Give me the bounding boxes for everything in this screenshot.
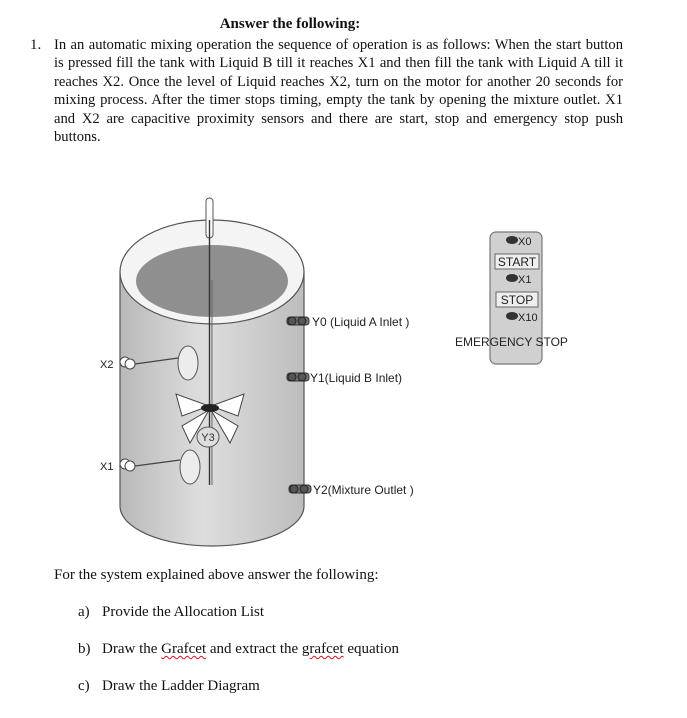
x2-level-paddle [178,346,198,380]
task-a [78,604,264,621]
question-text: In an automatic mixing operation the sequence of operation is as follows: When the start button is pressed fill the tank with Liquid B till it reaches X1 and then fill the tank with Liquid A till it reaches X2. Once the level of Liquid reaches X2, turn on the motor for another 20 seconds for mixing process. After the timer stops timing, empty the tank by opening the mixture outlet. X1 and X2 are capacitive proximity sensors and there are start, stop and emergency stop push buttons. [54,37,623,146]
svg-text:X2: X2 [100,359,114,371]
valve-y2 [289,483,414,497]
svg-text:START: START [497,255,537,269]
task-text: Draw the Ladder Diagram [102,678,260,694]
task-c [78,678,260,695]
svg-text:Y3: Y3 [201,432,215,444]
svg-text:X0: X0 [518,236,532,248]
svg-text:EMERGENCY STOP: EMERGENCY STOP [455,335,568,349]
task-text: and extract the [206,641,302,657]
task-b [78,641,399,658]
task-label: b) [78,641,91,657]
control-panel [455,232,568,364]
mixing-tank-figure [0,180,687,560]
spellcheck-word: Grafcet [161,641,207,657]
valve-y0 [287,315,409,329]
svg-text:X10: X10 [518,312,538,324]
svg-text:Y0 (Liquid A Inlet ): Y0 (Liquid A Inlet ) [312,315,410,329]
svg-text:Y2(Mixture Outlet ): Y2(Mixture Outlet ) [313,483,414,497]
task-label: c) [78,678,90,694]
task-text: Draw the [102,641,162,657]
svg-text:X1: X1 [100,461,114,473]
task-text: Provide the Allocation List [102,604,265,620]
question-number: 1. [30,37,42,53]
tasks-intro: For the system explained above answer the following: [54,567,379,583]
svg-text:X1: X1 [518,274,532,286]
page-heading: Answer the following: [219,16,361,32]
task-text: equation [343,641,399,657]
x1-level-paddle [180,450,200,484]
task-label: a) [78,604,90,620]
svg-text:STOP: STOP [500,293,534,307]
motor-y3 [197,427,219,447]
svg-text:Y1(Liquid B Inlet): Y1(Liquid B Inlet) [310,371,403,385]
spellcheck-word: grafcet [301,641,344,657]
